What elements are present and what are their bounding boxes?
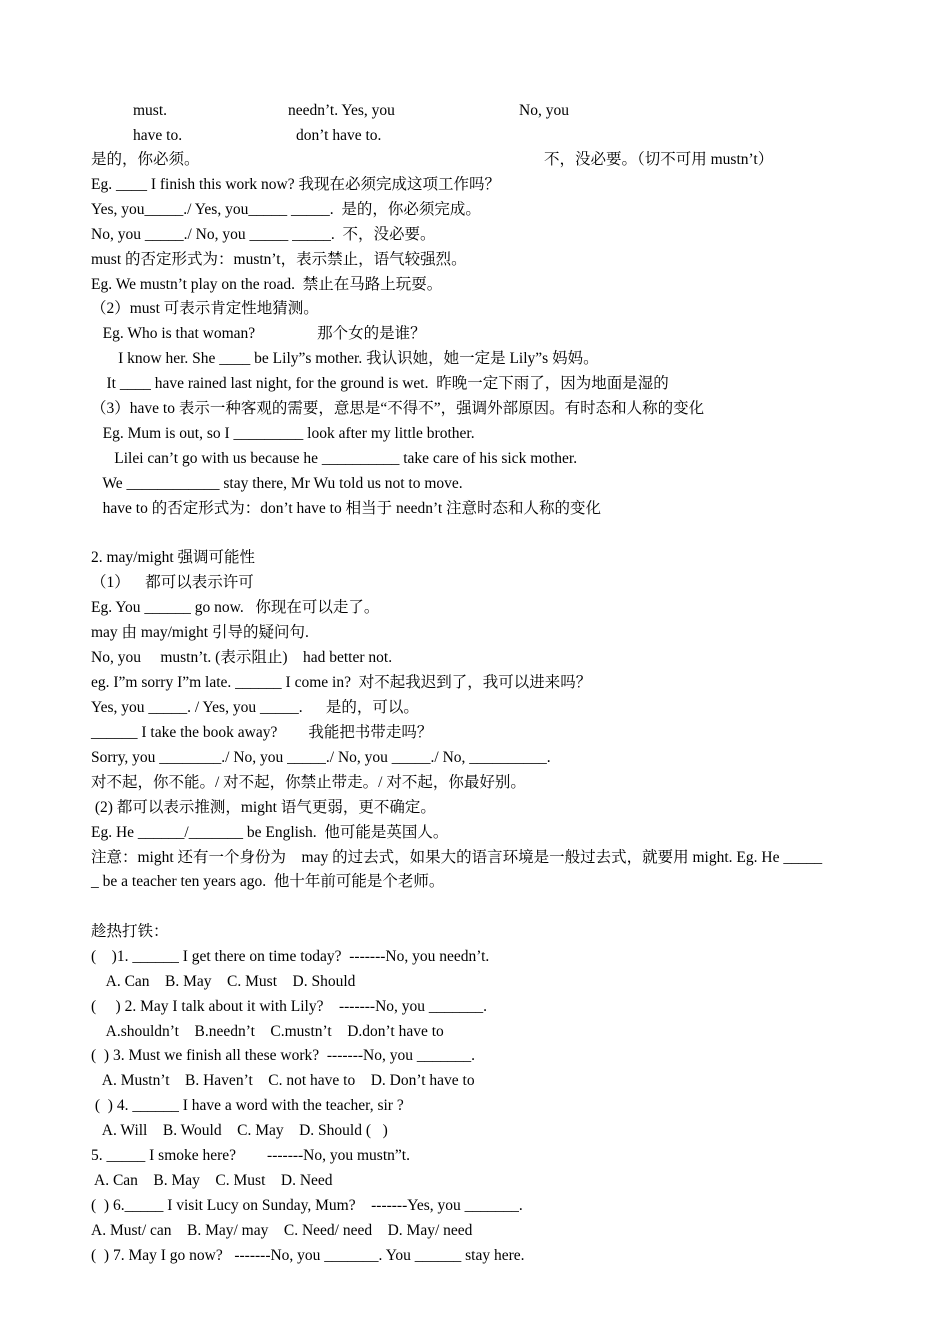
exercise-options: A. Must/ can B. May/ may C. Need/ need D. May/ need xyxy=(91,1222,473,1239)
exercise-options: A. Can B. May C. Must D. Should xyxy=(91,973,356,990)
text-line: I know her. She ____ be Lily”s mother. 我认识她，她一定是 Lily”s 妈妈。 xyxy=(91,350,599,367)
section-heading: 2. may/might 强调可能性 xyxy=(91,549,256,566)
header-cell-have-to: have to. xyxy=(133,127,183,144)
text-line: must 的否定形式为：mustn’t，表示禁止，语气较强烈。 xyxy=(91,251,467,268)
exercise-question: ( ) 7. May I go now? -------No, you _______. You ______ stay here. xyxy=(91,1247,525,1264)
text-line: 注意：might 还有一个身份为 may 的过去式，如果大的语言环境是一般过去式，就要用 might. Eg. He _____ xyxy=(91,849,823,866)
text-line: Yes, you _____. / Yes, you _____. 是的，可以。 xyxy=(91,699,419,716)
text-line: Lilei can’t go with us because he __________ take care of his sick mother. xyxy=(91,450,578,467)
exercise-question: ( ) 2. May I talk about it with Lily? -------No, you _______. xyxy=(91,998,488,1015)
header-cell-dont-have-to: don’t have to. xyxy=(296,127,382,144)
exercise-heading: 趁热打铁： xyxy=(91,923,169,940)
exercise-options: A. Will B. Would C. May D. Should ( ) xyxy=(91,1122,388,1139)
text-line: ______ I take the book away? 我能把书带走吗？ xyxy=(91,724,433,741)
exercise-question: 5. _____ I smoke here? -------No, you mustn”t. xyxy=(91,1147,410,1164)
text-line: 对不起，你不能。/ 对不起，你禁止带走。/ 对不起，你最好别。 xyxy=(91,774,526,791)
exercise-options: A. Can B. May C. Must D. Need xyxy=(91,1172,333,1189)
exercise-question: ( ) 3. Must we finish all these work? -------No, you _______. xyxy=(91,1047,475,1064)
text-line: Eg. We mustn’t play on the road. 禁止在马路上玩耍。 xyxy=(91,276,443,293)
exercise-options: A.shouldn’t B.needn’t C.mustn’t D.don’t have to xyxy=(91,1023,444,1040)
section-heading: （1） 都可以表示许可 xyxy=(91,574,254,591)
exercise-question: ( ) 4. ______ I have a word with the teacher, sir ? xyxy=(91,1097,404,1114)
text-line: Yes, you_____./ Yes, you_____ _____. 是的，你必须完成。 xyxy=(91,201,481,218)
section-heading: （3）have to 表示一种客观的需要，意思是“不得不”，强调外部原因。有时态和人称的变化 xyxy=(91,400,705,417)
text-line: Sorry, you ________./ No, you _____./ No, you _____./ No, __________. xyxy=(91,749,551,766)
text-line: We ____________ stay there, Mr Wu told us not to move. xyxy=(91,475,463,492)
section-heading: （2）must 可表示肯定性地猜测。 xyxy=(91,300,319,317)
header-cell-must: must. xyxy=(133,102,168,119)
text-line: It ____ have rained last night, for the ground is wet. 昨晚一定下雨了，因为地面是湿的 xyxy=(91,375,669,392)
header-cell-no-you: No, you xyxy=(519,102,569,119)
text-line: No, you mustn’t. (表示阻止) had better not. xyxy=(91,649,393,666)
text-line: Eg. He ______/_______ be English. 他可能是英国人。 xyxy=(91,824,449,841)
header-cell-no-meaning: 不，没必要。（切不可用 mustn’t） xyxy=(544,151,774,168)
text-line: have to 的否定形式为：don’t have to 相当于 needn’t 注意时态和人称的变化 xyxy=(91,500,602,517)
text-line: Eg. Who is that woman? 那个女的是谁？ xyxy=(91,325,426,342)
exercise-question: ( ) 6._____ I visit Lucy on Sunday, Mum? -------Yes, you _______. xyxy=(91,1197,523,1214)
text-line: _ be a teacher ten years ago. 他十年前可能是个老师。 xyxy=(91,873,445,890)
text-line: Eg. ____ I finish this work now? 我现在必须完成这项工作吗？ xyxy=(91,176,501,193)
text-line: eg. I”m sorry I”m late. ______ I come in? 对不起我迟到了，我可以进来吗？ xyxy=(91,674,592,691)
header-cell-neednt: needn’t. Yes, you xyxy=(288,102,395,119)
section-heading: (2) 都可以表示推测，might 语气更弱，更不确定。 xyxy=(91,799,436,816)
text-line: No, you _____./ No, you _____ _____. 不，没必要。 xyxy=(91,226,436,243)
exercise-options: A. Mustn’t B. Haven’t C. not have to D. Don’t have to xyxy=(91,1072,475,1089)
exercise-question: ( )1. ______ I get there on time today? -------No, you needn’t. xyxy=(91,948,490,965)
text-line: Eg. Mum is out, so I _________ look after my little brother. xyxy=(91,425,475,442)
header-cell-yes-meaning: 是的，你必须。 xyxy=(91,151,200,168)
text-line: Eg. You ______ go now. 你现在可以走了。 xyxy=(91,599,380,616)
text-line: may 由 may/might 引导的疑问句. xyxy=(91,624,309,641)
